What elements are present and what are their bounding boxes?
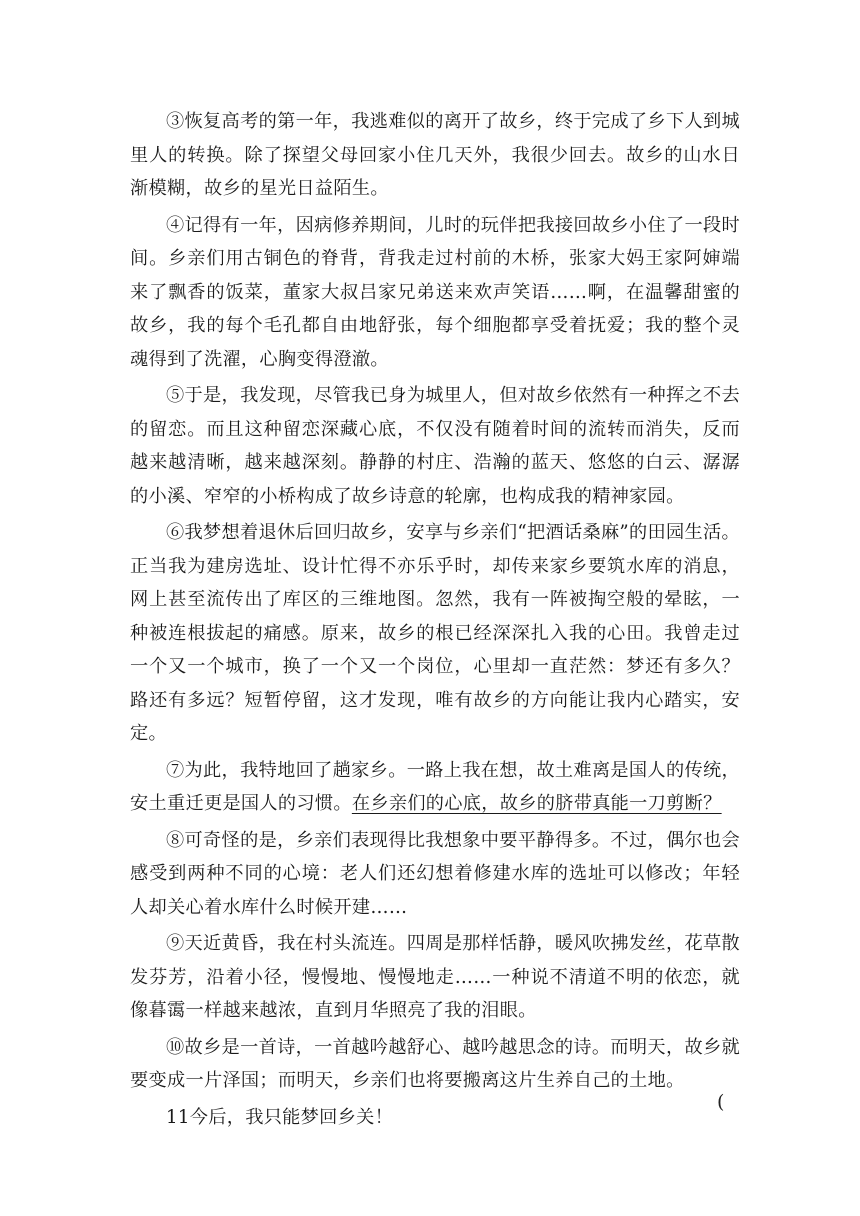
paragraph-4: ④记得有一年，因病修养期间，儿时的玩伴把我接回故乡小住了一段时间。乡亲们用古铜色的脊背，背我走过村前的木桥，张家大妈王家阿婶端来了飘香的饭菜，董家大叔吕家兄弟送来欢声笑语……啊，在温馨甜蜜的故乡，我的每个毛孔都自由地舒张，每个细胞都享受着抚爱；我的整个灵魂得到了洗濯，心胸变得澄澈。: [130, 214, 740, 370]
paragraph-5: ⑤于是，我发现，尽管我已身为城里人，但对故乡依然有一种挥之不去的留恋。而且这种留恋深藏心底，不仅没有随着时间的流转而消失，反而越来越清晰，越来越深刻。静静的村庄、浩瀚的蓝天、悠悠的白云、潺潺的小溪、窄窄的小桥构成了故乡诗意的轮廓，也构成我的精神家园。: [130, 385, 740, 507]
paragraph-11: 11今后，我只能梦回乡关！: [166, 1106, 394, 1128]
paragraph-9: ⑨天近黄昏，我在村头流连。四周是那样恬静，暖风吹拂发丝，花草散发芬芳，沿着小径，慢慢地、慢慢地走……一种说不清道不明的依恋，就像暮霭一样越来越浓，直到月华照亮了我的泪眼。: [130, 933, 740, 1021]
paragraph-7-text: ⑦为此，我特地回了趟家乡。一路上我在想，故土难离是国人的传统，安土重迁更是国人的习惯。: [130, 759, 740, 814]
paragraph-7: [130, 754, 740, 821]
paragraph-3: ③恢复高考的第一年，我逃难似的离开了故乡，终于完成了乡下人到城里人的转换。除了探望父母回家小住几天外，我很少回去。故乡的山水日渐模糊，故乡的星光日益陌生。: [130, 111, 740, 199]
paragraph-7-underlined-question: 在乡亲们的心底，故乡的脐带真能一刀剪断？: [351, 793, 722, 814]
stray-parenthesis-mark: (: [717, 1091, 725, 1113]
paragraph-6: ⑥我梦想着退休后回归故乡，安享与乡亲们“把酒话桑麻”的田园生活。正当我为建房选址、设计忙得不亦乐乎时，却传来家乡要筑水库的消息，网上甚至流传出了库区的三维地图。忽然，我有一阵被掏空般的晕眩，一种被连根拔起的痛感。原来，故乡的根已经深深扎入我的心田。我曾走过一个又一个城市，换了一个又一个岗位，心里却一直茫然：梦还有多久？路还有多远？短暂停留，这才发现，唯有故乡的方向能让我内心踏实，安定。: [130, 522, 740, 744]
essay-body: [130, 105, 740, 1137]
paragraph-8: ⑧可奇怪的是，乡亲们表现得比我想象中要平静得多。不过，偶尔也会感受到两种不同的心境：老人们还幻想着修建水库的选址可以修改；年轻人却关心着水库什么时候开建……: [130, 829, 740, 918]
paragraph-10: ⑩故乡是一首诗，一首越吟越舒心、越吟越思念的诗。而明天，故乡就要变成一片泽国；而明天，乡亲们也将要搬离这片生养自己的土地。: [130, 1036, 740, 1091]
